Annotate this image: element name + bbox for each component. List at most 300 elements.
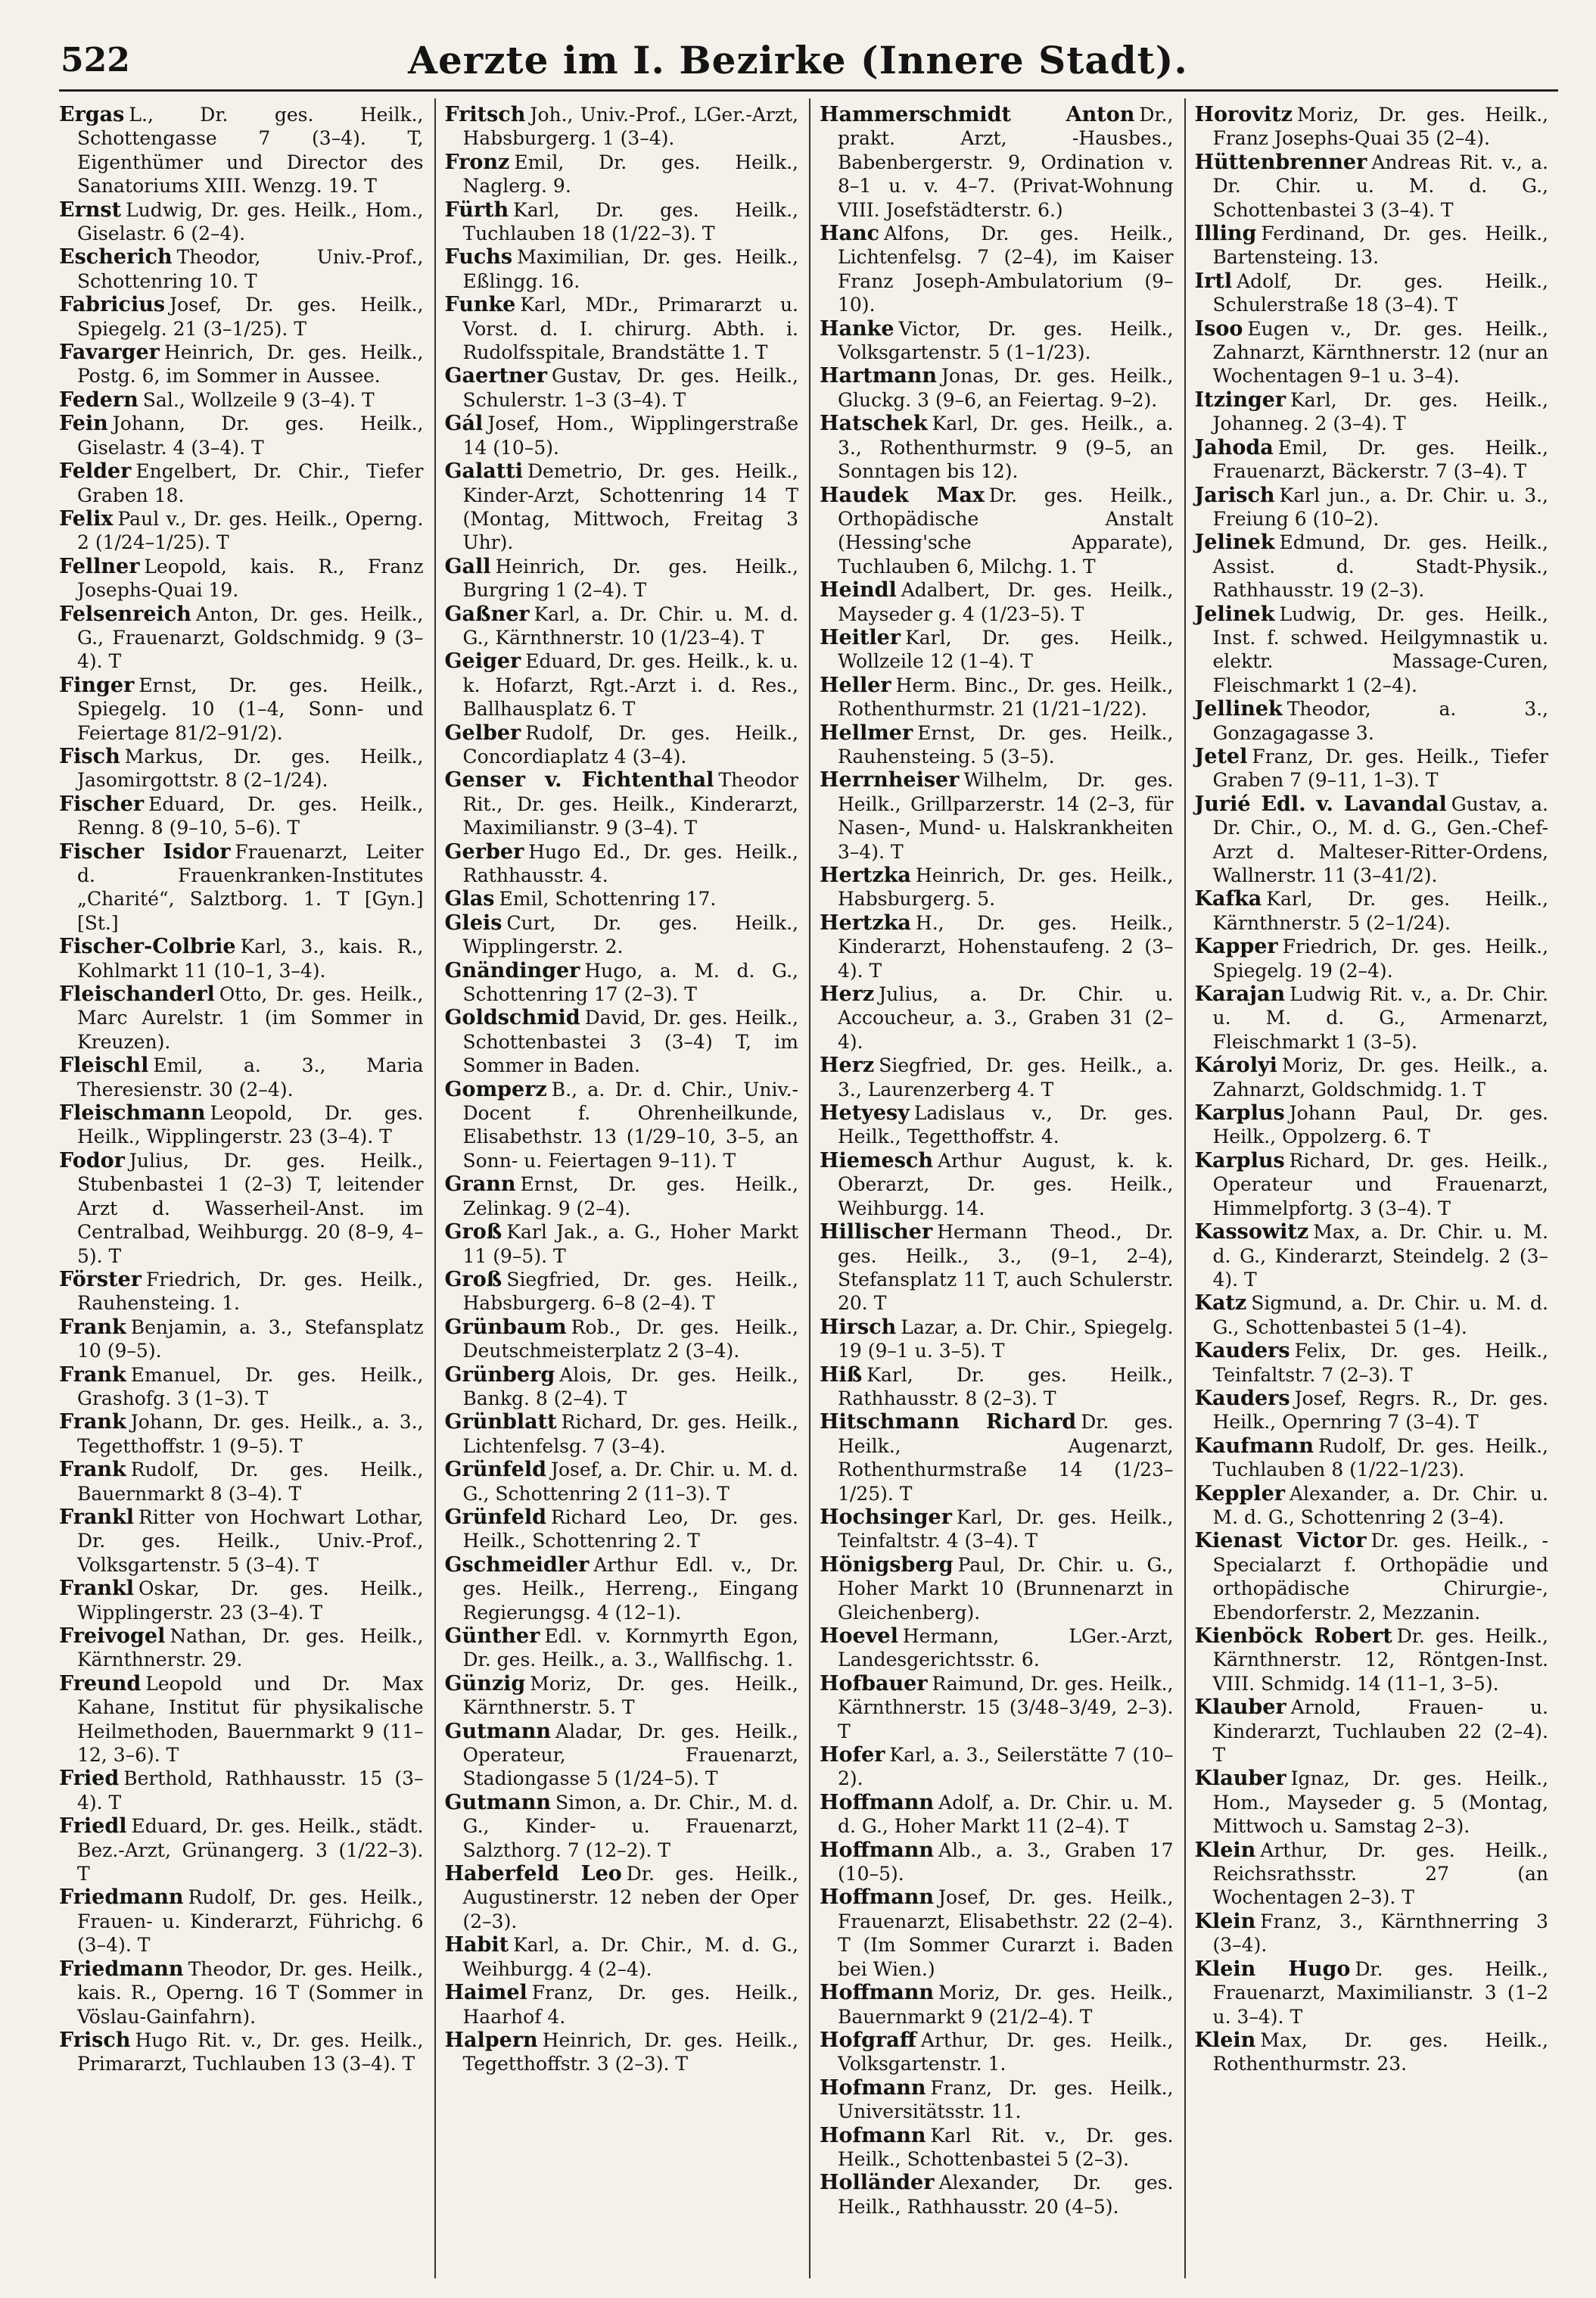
entry-name: Hirsch (820, 1315, 897, 1339)
entry-details: Leopold und Dr. Max Kahane, Institut für physikalische Heilmethoden, Bauernmarkt 9 (11–12, 3–6). T (77, 1672, 424, 1767)
entry-name: Fischer-Colbrie (59, 935, 236, 959)
directory-entry (445, 555, 799, 603)
directory-entry (820, 1672, 1174, 1743)
entry-name: Haberfeld Leo (444, 1862, 622, 1886)
entry-name: Galatti (444, 459, 524, 484)
directory-entry (445, 768, 799, 839)
entry-details: Demetrio, Dr. ges. Heilk., Kinder-Arzt, Schottenring 14 T (Montag, Mittwoch, Freitag 3 Uhr). (462, 460, 798, 554)
entry-details: Karl, a. Dr. Chir. u. M. d. G., Kärnthnerstr. 10 (1/23–4). T (462, 603, 798, 649)
entry-name: Hönigsberg (820, 1552, 954, 1577)
entry-details: Wilhelm, Dr. ges. Heilk., Grillparzerstr. 14 (2–3, für Nasen-, Mund- u. Halskrankheiten 3–4). T (838, 769, 1174, 863)
entry-details: Eduard, Dr. ges. Heilk., k. u. k. Hofarzt, Rgt.-Arzt i. d. Res., Ballhausplatz 6. T (462, 650, 798, 721)
directory-entry (59, 198, 424, 246)
entry-details: Ernst, Dr. ges. Heilk., Spiegelg. 10 (1–4, Sonn- und Feiertage 81/2–91/2). (77, 674, 424, 744)
entry-details: Karl, a. 3., Seilerstätte 7 (10–2). (838, 1744, 1174, 1790)
directory-entry (820, 1553, 1174, 1624)
entry-name: Gall (444, 554, 491, 578)
directory-entry (445, 959, 799, 1007)
entry-details: Dr. ges. Heilk., Kärnthnerstr. 12, Röntgen-Inst. VIII. Schmidg. 14 (11–1, 3–5). (1212, 1625, 1549, 1695)
entry-details: Rob., Dr. ges. Heilk., Deutschmeisterplatz 2 (3–4). (462, 1316, 798, 1362)
entry-details: Moriz, Dr. ges. Heilk., a. Zahnarzt, Goldschmidg. 1. T (1212, 1054, 1548, 1101)
entry-details: Dr. ges. Heilk., Frauenarzt, Maximilianstr. 3 (1–2 u. 3–4). T (1212, 1957, 1549, 2028)
entry-name: Horovitz (1194, 103, 1293, 126)
entry-name: Frank (59, 1458, 126, 1482)
directory-entry (445, 1981, 799, 2029)
entry-details: Ladislaus v., Dr. ges. Heilk., Tegetthoffstr. 4. (838, 1102, 1174, 1148)
entry-details: Josef, Regrs. R., Dr. ges. Heilk., Opernring 7 (3–4). T (1212, 1387, 1548, 1434)
directory-entry (820, 222, 1174, 317)
entry-name: Fabricius (59, 293, 166, 317)
directory-entry (59, 459, 424, 507)
entry-name: Felix (59, 506, 114, 531)
entry-details: Ernst, Dr. ges. Heilk., Rauhensteing. 5 (3–5). (838, 721, 1174, 768)
directory-entry (59, 2029, 424, 2076)
directory-entry (445, 1172, 799, 1220)
directory-entry (820, 1054, 1174, 1101)
entry-details: Karl, Dr. ges. Heilk., Kärnthnerstr. 5 (2–1/24). (1212, 888, 1548, 934)
directory-entry (445, 151, 799, 198)
directory-entry (445, 1220, 799, 1268)
directory-entry (59, 792, 424, 840)
entry-name: Halpern (444, 2028, 538, 2052)
directory-entry (59, 1268, 424, 1316)
entry-name: Friedmann (59, 1957, 184, 1981)
entry-name: Klein (1194, 1838, 1256, 1862)
directory-entry (445, 1078, 799, 1173)
entry-name: Habit (444, 1933, 509, 1957)
entry-details: Edmund, Dr. ges. Heilk., Assist. d. Stadt-Physik., Rathhausstr. 19 (2–3). (1212, 531, 1548, 602)
entry-name: Felder (59, 459, 132, 484)
directory-entry (445, 1791, 799, 1862)
directory-entry (1195, 982, 1549, 1054)
entry-details: Hermann Theod., Dr. ges. Heilk., 3., (9–1, 2–4), Stefansplatz 11 T, auch Schulerstr. 20. T (838, 1221, 1174, 1315)
directory-entry (445, 412, 799, 459)
entry-details: Karl Rit. v., Dr. ges. Heilk., Schottenbastei 5 (2–3). (838, 2124, 1174, 2170)
entry-name: Geiger (444, 649, 521, 674)
entry-details: Paul, Dr. Chir. u. G., Hoher Markt 10 (Brunnenarzt in Gleichenberg). (838, 1553, 1174, 1624)
entry-details: Karl, Dr. ges. Heilk., Tuchlauben 18 (1/22–3). T (462, 198, 798, 245)
directory-entry (820, 1410, 1174, 1506)
directory-entry (445, 1933, 799, 1981)
entry-name: Hertzka (820, 864, 911, 887)
entry-name: Frank (59, 1410, 126, 1434)
entry-name: Herz (820, 1054, 875, 1078)
entry-details: Simon, a. Dr. Chir., M. d. G., Kinder- u. Frauenarzt, Salzthorg. 7 (12–2). T (462, 1791, 798, 1861)
entry-name: Karplus (1194, 1101, 1285, 1126)
directory-entry (820, 2076, 1174, 2124)
entry-details: Karl jun., a. Dr. Chir. u. 3., Freiung 6 (10–2). (1212, 484, 1548, 530)
directory-entry (820, 578, 1174, 626)
entry-details: Ludwig Rit. v., a. Dr. Chir. u. M. d. G., Armenarzt, Fleischmarkt 1 (3–5). (1212, 983, 1548, 1053)
entry-details: Alexander, a. Dr. Chir. u. M. d. G., Schottenring 2 (3–4). (1212, 1482, 1548, 1528)
directory-entry (59, 1814, 424, 1885)
entry-details: Oskar, Dr. ges. Heilk., Wipplingerstr. 23 (3–4). T (77, 1577, 424, 1624)
directory-entry (1195, 1101, 1549, 1149)
entry-details: Arthur August, k. k. Oberarzt, Dr. ges. Heilk., Weihburgg. 14. (838, 1149, 1174, 1219)
directory-entry (59, 1506, 424, 1577)
entry-name: Ergas (59, 103, 125, 126)
directory-entry (59, 1054, 424, 1101)
entry-details: Alexander, Dr. ges. Heilk., Rathhausstr. 20 (4–5). (838, 2172, 1174, 2218)
directory-entry (1195, 103, 1549, 151)
entry-details: Franz, Dr. ges. Heilk., Universitätsstr. 11. (838, 2076, 1174, 2123)
directory-entry (59, 674, 424, 745)
directory-entry (820, 911, 1174, 982)
entry-details: L., Dr. ges. Heilk., Schottengasse 7 (3–4). T, Eigenthümer und Director des Sanatoriums XIII. Wenzg. 19. T (77, 104, 424, 198)
entry-name: Kienböck Robert (1194, 1624, 1392, 1648)
entry-name: Günzig (444, 1671, 526, 1695)
entry-name: Friedl (59, 1814, 127, 1839)
directory-entry (59, 1624, 424, 1672)
entry-details: Heinrich, Dr. ges. Heilk., Burgring 1 (2–4). T (462, 555, 798, 602)
directory-entry (59, 388, 424, 412)
entry-name: Hillischer (820, 1220, 933, 1244)
entry-name: Haimel (444, 1981, 527, 2005)
entry-name: Jetel (1194, 744, 1248, 768)
directory-entry (445, 649, 799, 721)
directory-entry (59, 507, 424, 555)
column-1 (59, 98, 434, 2278)
entry-name: Fuchs (444, 245, 513, 269)
entry-name: Kauders (1194, 1339, 1290, 1363)
entry-details: Josef, a. Dr. Chir. u. M. d. G., Schottenring 2 (11–3). T (462, 1459, 798, 1505)
entry-name: Hanc (820, 222, 880, 246)
entry-details: Maximilian, Dr. ges. Heilk., Eßlingg. 16. (462, 246, 798, 292)
entry-details: Emil, a. 3., Maria Theresienstr. 30 (2–4). (77, 1054, 424, 1101)
entry-details: Theodor, a. 3., Gonzagagasse 3. (1212, 698, 1548, 744)
entry-name: Hiß (820, 1362, 863, 1387)
directory-entry (820, 1791, 1174, 1839)
entry-name: Hellmer (820, 721, 913, 745)
entry-name: Hatschek (820, 412, 928, 436)
entry-name: Grünblatt (444, 1410, 557, 1434)
entry-details: Andreas Rit. v., a. Dr. Chir. u. M. d. G., Schottenbastei 3 (3–4). T (1212, 151, 1548, 221)
entry-details: Ludwig, Dr. ges. Heilk., Hom., Giselastr. 6 (2–4). (77, 198, 424, 245)
entry-name: Hiemesch (820, 1148, 933, 1172)
entry-name: Kafka (1194, 887, 1262, 911)
entry-name: Gschmeidler (444, 1552, 590, 1577)
entry-name: Gleis (444, 911, 502, 935)
entry-details: Berthold, Rathhausstr. 15 (3–4). T (77, 1767, 424, 1814)
entry-name: Klauber (1194, 1767, 1286, 1791)
directory-entry (445, 840, 799, 888)
directory-entry (1195, 1054, 1549, 1101)
directory-entry (1195, 1839, 1549, 1910)
directory-entry (820, 2124, 1174, 2172)
directory-entry (59, 1101, 424, 1149)
entry-name: Fleischmann (59, 1101, 206, 1126)
entry-name: Hoffmann (820, 1885, 935, 1910)
directory-entry (59, 1316, 424, 1363)
entry-name: Federn (59, 388, 138, 412)
entry-name: Hofmann (820, 2123, 926, 2147)
entry-name: Frankl (59, 1577, 135, 1601)
directory-entry (445, 1720, 799, 1791)
directory-entry (1195, 1149, 1549, 1220)
entry-name: Hartmann (820, 364, 938, 388)
entry-name: Friedmann (59, 1885, 184, 1910)
entry-details: Hermann, LGer.-Arzt, Landesgerichtsstr. 6. (838, 1625, 1174, 1671)
directory-entry (820, 1624, 1174, 1672)
directory-entry (445, 364, 799, 412)
entry-details: Emil, Dr. ges. Heilk., Frauenarzt, Bäckerstr. 7 (3–4). T (1212, 436, 1548, 483)
entry-details: Richard Leo, Dr. ges. Heilk., Schottenring 2. T (462, 1506, 798, 1552)
entry-name: Hammerschmidt Anton (820, 103, 1135, 126)
entry-name: Fisch (59, 744, 120, 768)
entry-name: Fronz (444, 150, 510, 174)
directory-entry (820, 1101, 1174, 1149)
entry-name: Genser v. Fichtenthal (444, 768, 714, 792)
directory-entry (820, 2171, 1174, 2219)
entry-details: Ernst, Dr. ges. Heilk., Zelinkag. 9 (2–4). (462, 1173, 798, 1219)
entry-name: Jurié Edl. v. Lavandal (1194, 792, 1447, 816)
directory-entry (1195, 935, 1549, 982)
directory-entry (445, 1506, 799, 1553)
entry-details: Hugo, a. M. d. G., Schottenring 17 (2–3). T (462, 959, 798, 1006)
entry-details: Moriz, Dr. ges. Heilk., Kärnthnerstr. 5. T (462, 1672, 798, 1719)
entry-details: H., Dr. ges. Heilk., Kinderarzt, Hohenstaufeng. 2 (3–4). T (838, 911, 1174, 982)
entry-name: Kapper (1194, 935, 1278, 959)
directory-entry (59, 1672, 424, 1767)
directory-entry (1195, 1482, 1549, 1530)
entry-name: Freivogel (59, 1624, 166, 1648)
entry-details: Heinrich, Dr. ges. Heilk., Tegetthoffstr. 3 (2–3). T (462, 2029, 798, 2075)
entry-name: Kaufmann (1194, 1434, 1314, 1458)
entry-details: Theodor, Univ.-Prof., Schottenring 10. T (77, 246, 424, 292)
entry-name: Klauber (1194, 1695, 1286, 1720)
directory-entry (1195, 1339, 1549, 1387)
entry-details: Theodor, Dr. ges. Heilk., kais. R., Operng. 16 T (Sommer in Vöslau-Gainfahrn). (77, 1957, 424, 2028)
entry-name: Hüttenbrenner (1194, 150, 1367, 174)
directory-entry (59, 1410, 424, 1458)
entry-details: Anton, Dr. ges. Heilk., G., Frauenarzt, Goldschmidg. 9 (3–4). T (77, 603, 424, 673)
entry-details: Siegfried, Dr. ges. Heilk., a. 3., Laurenzerberg 4. T (838, 1054, 1174, 1101)
entry-name: Gelber (444, 721, 521, 745)
entry-details: Eduard, Dr. ges. Heilk., Renng. 8 (9–10, 5–6). T (77, 792, 424, 839)
directory-entry (445, 1458, 799, 1506)
entry-name: Herrnheiser (820, 768, 960, 792)
entry-details: Jonas, Dr. ges. Heilk., Gluckg. 3 (9–6, an Feiertag. 9–2). (838, 365, 1174, 411)
entry-details: Arthur, Dr. ges. Heilk., Volksgartenstr. 1. (838, 2029, 1174, 2075)
directory-entry (820, 2029, 1174, 2076)
directory-entry (820, 721, 1174, 769)
header-rule (59, 89, 1558, 92)
entry-details: Dr., prakt. Arzt, -Hausbes., Babenbergerstr. 9, Ordination v. 8–1 u. v. 4–7. (Privat-Wohnung VIII. Josefstädterstr. 6.) (838, 104, 1174, 221)
directory-entry (445, 1006, 799, 1077)
entry-details: Johann, Dr. ges. Heilk., a. 3., Tegetthoffstr. 1 (9–5). T (77, 1411, 424, 1457)
entry-name: Goldschmid (444, 1006, 580, 1030)
entry-details: Herm. Binc., Dr. ges. Heilk., Rothenthurmstr. 21 (1/21–1/22). (838, 674, 1174, 721)
entry-details: Heinrich, Dr. ges. Heilk., Habsburgerg. 5. (838, 864, 1174, 911)
directory-entry (820, 1220, 1174, 1316)
entry-details: Alois, Dr. ges. Heilk., Bankg. 8 (2–4). T (462, 1363, 798, 1409)
entry-name: Grünfeld (444, 1505, 546, 1529)
entry-name: Hofgraff (820, 2028, 916, 2052)
entry-name: Hertzka (820, 911, 911, 935)
entry-details: Nathan, Dr. ges. Heilk., Kärnthnerstr. 29. (77, 1625, 424, 1671)
entry-name: Gerber (444, 839, 524, 864)
entry-name: Fleischanderl (59, 982, 215, 1007)
directory-entry (445, 1363, 799, 1411)
directory-entry (820, 674, 1174, 721)
directory-entry (1195, 151, 1549, 222)
entry-details: Ferdinand, Dr. ges. Heilk., Bartensteing. 13. (1212, 223, 1548, 269)
entry-details: Friedrich, Dr. ges. Heilk., Spiegelg. 19 (2–4). (1212, 936, 1548, 982)
entry-name: Hetyesy (820, 1101, 910, 1126)
directory-entry (1195, 603, 1549, 698)
entry-details: Julius, Dr. ges. Heilk., Stubenbastei 1 (2–3) T, leitender Arzt d. Wasserheil-Anst. im Centralbad, Weihburgg. 20 (8–9, 4–5). T (77, 1149, 424, 1267)
directory-entry (445, 459, 799, 555)
entry-name: Hofer (820, 1743, 885, 1767)
entry-name: Gomperz (444, 1077, 547, 1101)
directory-entry (1195, 1529, 1549, 1624)
entry-details: Johann, Dr. ges. Heilk., Giselastr. 4 (3–4). T (77, 413, 424, 459)
entry-name: Haudek Max (820, 483, 985, 507)
directory-entry (1195, 1220, 1549, 1291)
directory-entry (1195, 269, 1549, 317)
entry-details: Ritter von Hochwart Lothar, Dr. ges. Heilk., Univ.-Prof., Volksgartenstr. 5 (3–4). T (77, 1506, 424, 1576)
entry-details: Josef, Dr. ges. Heilk., Spiegelg. 21 (3–1/25). T (77, 294, 424, 340)
entry-details: Arthur Edl. v., Dr. ges. Heilk., Herreng., Eingang Regierungsg. 4 (12–1). (462, 1553, 798, 1624)
entry-name: Groß (444, 1267, 502, 1291)
entry-name: Grünberg (444, 1362, 555, 1387)
entry-name: Jahoda (1194, 435, 1274, 459)
entry-details: Sigmund, a. Dr. Chir. u. M. d. G., Schottenbastei 5 (1–4). (1212, 1292, 1548, 1338)
directory-entry (1195, 1910, 1549, 1957)
page-number: 522 (61, 41, 130, 79)
entry-details: Karl, Dr. ges. Heilk., a. 3., Rothenthurmstr. 9 (9–5, an Sonntagen bis 12). (838, 413, 1174, 483)
entry-name: Kauders (1194, 1386, 1290, 1410)
directory-entry (1195, 697, 1549, 745)
entry-name: Felsenreich (59, 602, 191, 626)
entry-details: Adolf, Dr. ges. Heilk., Schulerstraße 18 (3–4). T (1212, 269, 1548, 316)
column-2 (434, 98, 810, 2278)
directory-entry (820, 864, 1174, 911)
entry-details: Frauenarzt, Leiter d. Frauenkranken-Institutes „Charité“, Salztborg. 1. T [Gyn.] [St.] (77, 840, 424, 934)
directory-entry (820, 1363, 1174, 1411)
directory-entry (820, 412, 1174, 483)
entry-details: Julius, a. Dr. Chir. u. Accoucheur, a. 3., Graben 31 (2–4). (838, 983, 1174, 1053)
entry-details: Raimund, Dr. ges. Heilk., Kärnthnerstr. 15 (3/48–3/49, 2–3). T (838, 1672, 1174, 1742)
directory-entry (1195, 745, 1549, 792)
entry-details: Adolf, a. Dr. Chir. u. M. d. G., Hoher Markt 11 (2–4). T (838, 1791, 1174, 1838)
entry-name: Frank (59, 1362, 126, 1387)
entry-details: B., a. Dr. d. Chir., Univ.-Docent f. Ohrenheilkunde, Elisabethstr. 13 (1/29–10, 3–5, an Sonn- u. Feiertagen 9–11). T (462, 1078, 798, 1172)
directory-entry (59, 1885, 424, 1957)
entry-details: Franz, Dr. ges. Heilk., Haarhof 4. (462, 1982, 798, 2028)
entry-details: Alfons, Dr. ges. Heilk., Lichtenfelsg. 7 (2–4), im Kaiser Franz Joseph-Ambulatorium (9–10). (838, 223, 1174, 316)
directory-entry (820, 626, 1174, 674)
entry-name: Keppler (1194, 1481, 1285, 1506)
entry-details: Markus, Dr. ges. Heilk., Jasomirgottstr. 8 (2–1/24). (77, 745, 424, 792)
entry-name: Kassowitz (1194, 1220, 1309, 1244)
entry-details: Karl, Dr. ges. Heilk., Wollzeile 12 (1–4). T (838, 626, 1174, 673)
entry-name: Funke (444, 293, 516, 317)
entry-name: Hanke (820, 316, 894, 341)
directory-entry (1195, 887, 1549, 935)
entry-details: Friedrich, Dr. ges. Heilk., Rauhensteing. 1. (77, 1268, 424, 1315)
directory-entry (1195, 1695, 1549, 1767)
directory-entry (59, 745, 424, 792)
directory-entry (59, 245, 424, 293)
entry-details: Emil, Dr. ges. Heilk., Naglerg. 9. (462, 151, 798, 198)
entry-name: Gál (444, 412, 484, 436)
entry-name: Hofbauer (820, 1671, 928, 1695)
entry-details: Richard, Dr. ges. Heilk., Lichtenfelsg. 7 (3–4). (462, 1411, 798, 1457)
entry-details: Lazar, a. Dr. Chir., Spiegelg. 19 (9–1 u. 3–5). T (838, 1316, 1174, 1362)
entry-details: Gustav, Dr. ges. Heilk., Schulerstr. 1–3 (3–4). T (462, 365, 798, 411)
directory-entry (1195, 1291, 1549, 1339)
directory-entry (1195, 436, 1549, 484)
entry-name: Ernst (59, 198, 122, 222)
entry-name: Fritsch (444, 103, 526, 126)
entry-details: Hugo Rit. v., Dr. ges. Heilk., Primararzt, Tuchlauben 13 (3–4). T (77, 2029, 424, 2075)
entry-name: Fellner (59, 554, 140, 578)
directory-entry (1195, 1957, 1549, 2029)
entry-name: Glas (444, 887, 495, 911)
entry-name: Fischer Isidor (59, 839, 231, 864)
directory-entry (445, 1624, 799, 1672)
directory-entry (445, 1268, 799, 1316)
entry-name: Karajan (1194, 982, 1286, 1007)
entry-details: Rudolf, Dr. ges. Heilk., Frauen- u. Kinderarzt, Führichg. 6 (3–4). T (77, 1886, 424, 1957)
entry-details: Engelbert, Dr. Chir., Tiefer Graben 18. (77, 460, 424, 506)
directory-entry (1195, 1387, 1549, 1434)
directory-entry (445, 1410, 799, 1458)
directory-entry (445, 603, 799, 650)
entry-details: Karl, MDr., Primararzt u. Vorst. d. I. chirurg. Abth. i. Rudolfsspitale, Brandstätte 1. T (462, 294, 798, 364)
entry-name: Finger (59, 673, 135, 697)
entry-details: Aladar, Dr. ges. Heilk., Operateur, Frauenarzt, Stadiongasse 5 (1/24–5). T (462, 1720, 798, 1790)
entry-name: Grünfeld (444, 1458, 546, 1482)
entry-name: Klein (1194, 1909, 1256, 1933)
entry-name: Fleischl (59, 1054, 149, 1078)
entry-details: Johann Paul, Dr. ges. Heilk., Oppolzerg. 6. T (1212, 1102, 1548, 1148)
directory-entry (820, 1981, 1174, 2029)
entry-details: Paul v., Dr. ges. Heilk., Operng. 2 (1/24–1/25). T (77, 507, 424, 554)
entry-name: Jelinek (1194, 602, 1275, 626)
entry-name: Klein (1194, 2028, 1256, 2052)
directory-entry (59, 1957, 424, 2029)
entry-name: Heller (820, 673, 891, 697)
entry-details: Arthur, Dr. ges. Heilk., Reichsrathsstr. 27 (an Wochentagen 2–3). T (1212, 1839, 1548, 1909)
entry-details: Hugo Ed., Dr. ges. Heilk., Rathhausstr. 4. (462, 840, 798, 886)
entry-details: Moriz, Dr. ges. Heilk., Franz Josephs-Quai 35 (2–4). (1212, 104, 1548, 150)
entry-name: Itzinger (1194, 388, 1286, 412)
entry-name: Heindl (820, 578, 897, 603)
directory-entry (445, 911, 799, 959)
directory-entry (445, 198, 799, 246)
entry-name: Gutmann (444, 1719, 551, 1743)
entry-name: Károlyi (1194, 1054, 1277, 1078)
entry-name: Hoffmann (820, 1981, 935, 2005)
entry-name: Groß (444, 1220, 502, 1244)
directory-entry (59, 1767, 424, 1814)
entry-details: Curt, Dr. ges. Heilk., Wipplingerstr. 2. (462, 911, 798, 958)
directory-entry (59, 982, 424, 1054)
directory-entry (59, 1363, 424, 1411)
entry-details: Dr. ges. Heilk., Orthopädische Anstalt (Hessing'sche Apparate), Tuchlauben 6, Milchg. 1. T (838, 484, 1174, 578)
entry-details: Josef, Hom., Wipplingerstraße 14 (10–5). (462, 413, 798, 459)
directory-entry (445, 245, 799, 293)
directory-entry (59, 293, 424, 341)
entry-details: Edl. v. Kornmyrth Egon, Dr. ges. Heilk., a. 3., Wallfischg. 1. (462, 1625, 798, 1671)
entry-details: Arnold, Frauen- u. Kinderarzt, Tuchlauben 22 (2–4). T (1212, 1696, 1548, 1767)
directory-entry (820, 484, 1174, 579)
entry-name: Holländer (820, 2171, 935, 2195)
entry-details: Victor, Dr. ges. Heilk., Volksgartenstr. 5 (1–1/23). (838, 317, 1174, 364)
entry-details: Eduard, Dr. ges. Heilk., städt. Bez.-Arzt, Grünangerg. 3 (1/22–3). T (77, 1815, 424, 1885)
